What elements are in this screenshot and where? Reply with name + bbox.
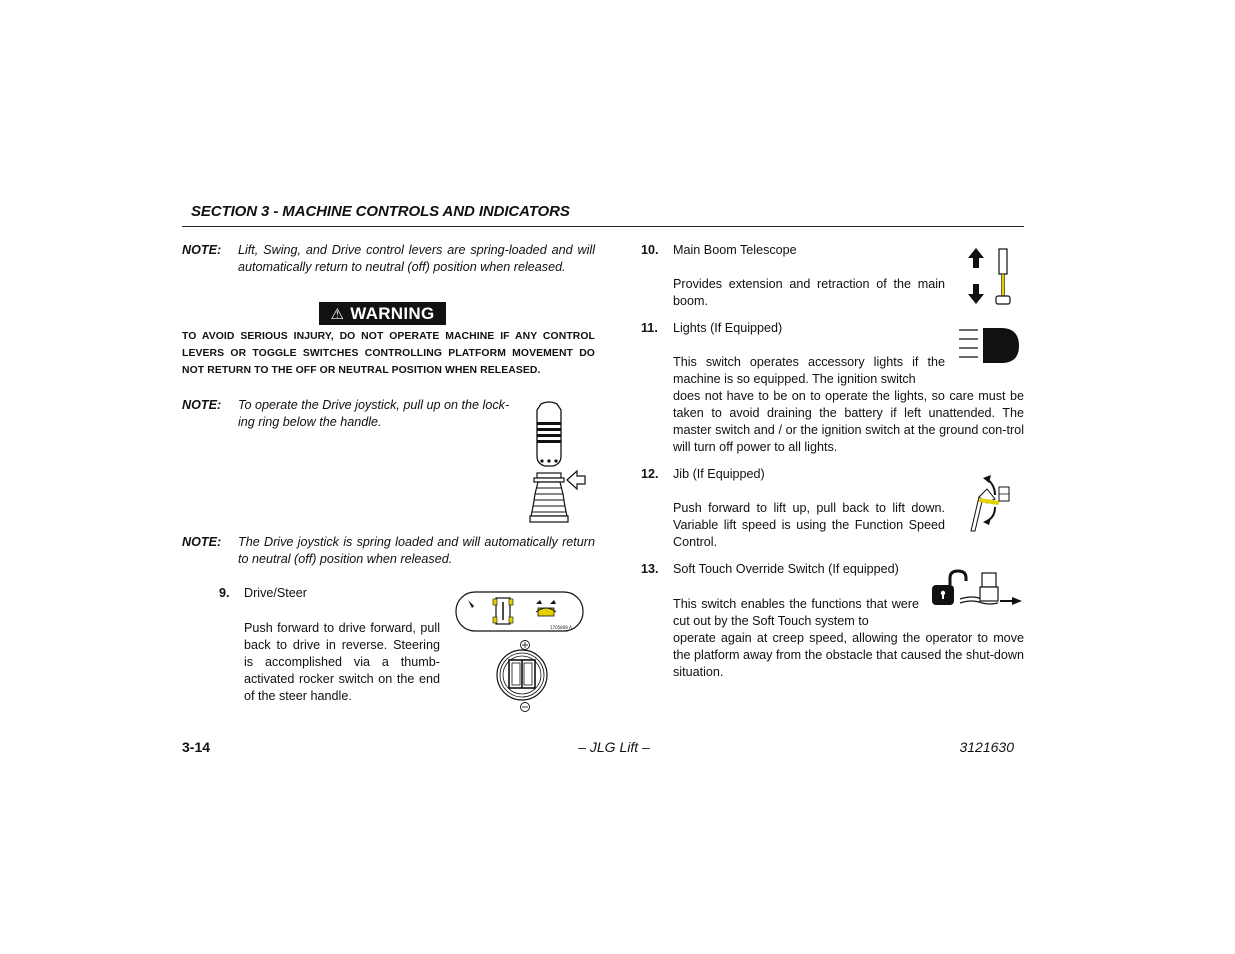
- drive-joystick-illustration: [525, 398, 587, 526]
- warning-text: TO AVOID SERIOUS INJURY, DO NOT OPERATE MACHINE IF ANY CONTROL LEVERS OR TOGGLE SWITCHES CONTROLLING PLATFORM MOVEMENT DO NOT RETURN TO THE OFF OR NEUTRAL POSITION WHEN RELEASED.: [182, 331, 595, 376]
- telescope-lever-icon: [963, 246, 1015, 310]
- warning-badge-label: WARNING: [350, 303, 435, 323]
- note-joystick-neutral: [182, 534, 595, 570]
- jib-icon: [967, 475, 1015, 533]
- item-number: 10.: [641, 243, 659, 257]
- note-text: To operate the Drive joystick, pull up on the lock-ing ring below the handle.: [238, 398, 510, 429]
- item-number: 13.: [641, 562, 659, 576]
- item-text-narrow: This switch enables the functions that were cut out by the Soft Touch system to: [673, 597, 919, 628]
- section-title: SECTION 3 - MACHINE CONTROLS AND INDICATORS: [191, 203, 570, 220]
- item-text: Push forward to lift up, pull back to lift down. Variable lift speed is using the Function Speed Control.: [673, 501, 945, 549]
- item-text-wide: operate again at creep speed, allowing the operator to move the platform away from the obstacle that caused the shut-down situation.: [673, 631, 1024, 679]
- note-spring-loaded: [182, 242, 595, 278]
- lights-icon: [957, 325, 1021, 365]
- note-label: NOTE:: [182, 535, 222, 549]
- item-text: Provides extension and retraction of the main boom.: [673, 277, 945, 308]
- item-title: Drive/Steer: [244, 586, 307, 600]
- note-text: Lift, Swing, and Drive control levers are spring-loaded and will automatically return to neutral (off) position when released.: [238, 243, 595, 274]
- document-number: 3121630: [959, 739, 1014, 755]
- decal-code: 1705808 A: [550, 625, 572, 630]
- note-text: The Drive joystick is spring loaded and will automatically return to neutral (off) position when released.: [238, 535, 595, 566]
- note-label: NOTE:: [182, 243, 222, 257]
- item-text-narrow: This switch operates accessory lights if the machine is so equipped. The ignition switch: [673, 355, 945, 386]
- soft-touch-override-icon: [928, 567, 1024, 609]
- item-jib: [641, 466, 947, 556]
- item-title: Main Boom Telescope: [673, 243, 797, 257]
- item-title: Lights (If Equipped): [673, 321, 783, 335]
- header-rule: [182, 226, 1024, 227]
- item-text: Push forward to drive forward, pull back to drive in reverse. Steering is accomplished via a thumb-activated rocker switch on the end of the steer handle.: [244, 621, 440, 703]
- note-joystick-lock: [182, 397, 522, 433]
- item-title: Jib (If Equipped): [673, 467, 765, 481]
- item-title: Soft Touch Override Switch (If equipped): [673, 562, 899, 576]
- warning-triangle-icon: ⚠: [330, 305, 345, 323]
- item-number: 11.: [641, 321, 658, 335]
- item-main-boom-telescope: [641, 242, 947, 312]
- item-text-wide: does not have to be on to operate the lights, so care must be taken to avoid draining the battery if left unattended. The master switch and / or the ignition switch at the ground con-trol will turn off power to all lights.: [673, 389, 1024, 454]
- drive-steer-illustration: [454, 590, 586, 716]
- footer-title: – JLG Lift –: [578, 739, 650, 755]
- note-label: NOTE:: [182, 398, 222, 412]
- warning-badge: [319, 302, 446, 325]
- item-number: 12.: [641, 467, 659, 481]
- page-number: 3-14: [182, 739, 211, 755]
- item-number: 9.: [219, 586, 230, 600]
- item-drive-steer: [182, 585, 442, 710]
